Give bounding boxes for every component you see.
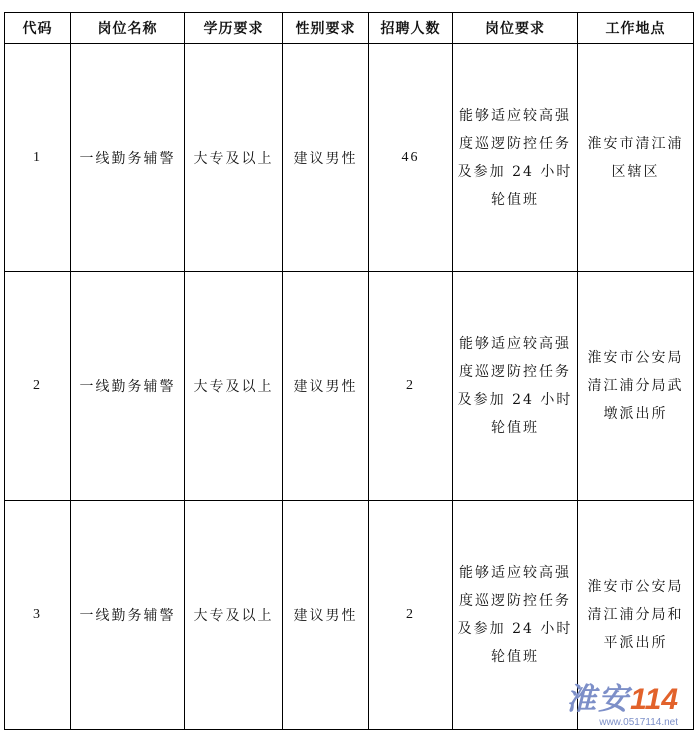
cell-count: 2 <box>369 501 453 730</box>
header-count: 招聘人数 <box>369 13 453 44</box>
cell-education: 大专及以上 <box>185 44 283 272</box>
location-line: 淮安市清江浦 <box>587 135 684 152</box>
watermark-url: www.0517114.net <box>599 717 678 728</box>
cell-code: 1 <box>5 44 71 272</box>
cell-gender: 建议男性 <box>283 272 369 501</box>
location-line: 淮安市公安局 <box>587 350 684 366</box>
cell-requirement <box>453 44 578 272</box>
table-row <box>5 44 694 272</box>
cell-gender: 建议男性 <box>283 501 369 730</box>
cell-gender: 建议男性 <box>283 44 369 272</box>
header-code: 代码 <box>5 13 71 44</box>
location-line: 墩派出所 <box>603 406 668 422</box>
cell-position: 一线勤务辅警 <box>71 501 185 730</box>
cell-code: 3 <box>5 501 71 730</box>
cell-requirement <box>453 272 578 501</box>
cell-location <box>578 44 694 272</box>
header-education: 学历要求 <box>185 13 283 44</box>
requirement-line: 能够适应较高强 <box>459 336 571 352</box>
location-line: 平派出所 <box>603 635 668 651</box>
requirement-line: 度巡逻防控任务 <box>459 135 571 152</box>
requirement-line: 及参加 24 小时 <box>457 392 573 408</box>
requirement-line: 轮值班 <box>491 420 539 436</box>
location-line: 清江浦分局和 <box>587 607 684 623</box>
cell-requirement <box>453 501 578 730</box>
requirement-line: 能够适应较高强 <box>459 565 571 581</box>
table-row <box>5 272 694 501</box>
cell-count: 2 <box>369 272 453 501</box>
cell-location <box>578 272 694 501</box>
watermark-text: 淮安 <box>566 682 631 717</box>
requirement-line: 度巡逻防控任务 <box>459 593 571 609</box>
header-position: 岗位名称 <box>71 13 185 44</box>
cell-position: 一线勤务辅警 <box>71 44 185 272</box>
requirement-line: 度巡逻防控任务 <box>459 364 571 380</box>
cell-location <box>578 501 694 730</box>
requirement-line: 轮值班 <box>491 649 539 665</box>
requirement-line: 轮值班 <box>491 191 539 208</box>
recruitment-table <box>4 12 694 730</box>
location-line: 淮安市公安局 <box>587 579 684 595</box>
requirement-line: 及参加 24 小时 <box>457 163 573 180</box>
table-header-row <box>5 13 694 44</box>
location-line: 清江浦分局武 <box>587 378 684 394</box>
cell-education: 大专及以上 <box>185 501 283 730</box>
header-requirement: 岗位要求 <box>453 13 578 44</box>
header-gender: 性别要求 <box>283 13 369 44</box>
location-line: 区辖区 <box>611 163 660 180</box>
header-location: 工作地点 <box>578 13 694 44</box>
cell-code: 2 <box>5 272 71 501</box>
cell-count: 46 <box>369 44 453 272</box>
requirement-line: 能够适应较高强 <box>459 107 571 124</box>
table-row <box>5 501 694 730</box>
requirement-line: 及参加 24 小时 <box>457 621 573 637</box>
cell-position: 一线勤务辅警 <box>71 272 185 501</box>
cell-education: 大专及以上 <box>185 272 283 501</box>
watermark-number: 114 <box>630 683 678 716</box>
